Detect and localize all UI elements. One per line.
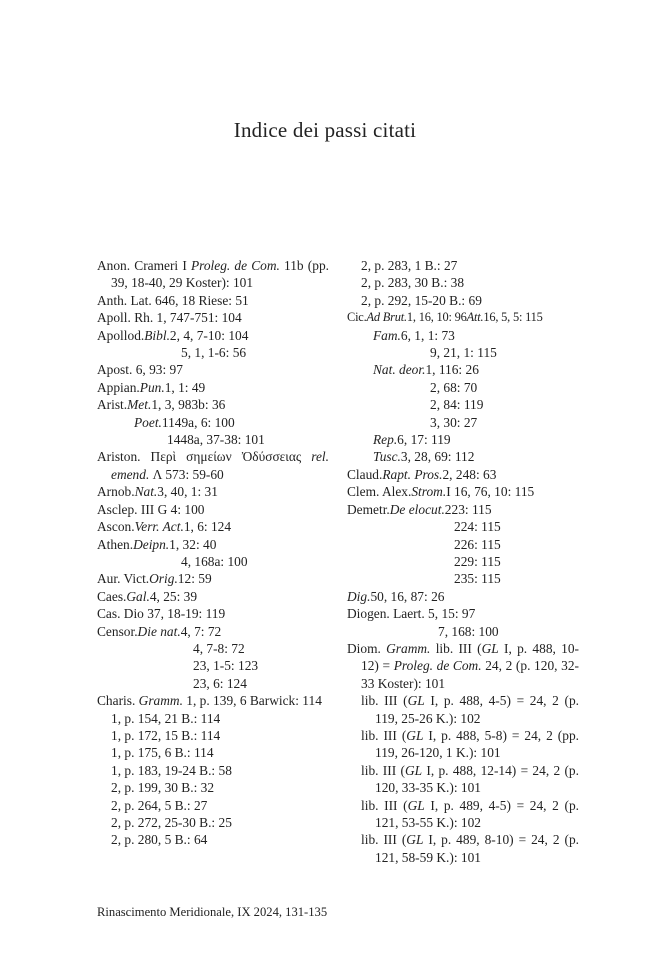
index-subentry: 1, p. 183, 19-24 B.: 58 [111,762,232,778]
index-entry-diom [347,640,579,692]
index-subentry: 3, 30: 27 [430,414,478,430]
entry-text: 3, 40, 1: 31 [157,484,218,500]
index-subentry: 4, 168a: 100 [181,553,248,569]
entry-text: 12: 59 [177,571,212,587]
entry-work: Tusc. [373,449,401,465]
entry-work: Proleg. de Com. [190,258,280,273]
entry-work: GL [406,832,424,848]
index-subentry [361,727,579,762]
index-entry-anon [97,257,329,292]
entry-work: De elocut. [389,501,445,517]
entry-text: I, p. 488, 12-14) = 24, 2 (p. 120, 33-35 K.): 101 [375,762,579,796]
entry-work: Deipn. [133,536,170,552]
index-entry-ascon [97,518,329,535]
entry-text: Appian. [97,379,140,395]
running-footer: Rinascimento Meridionale, IX 2024, 131-135 [97,905,328,919]
entry-text: 3, 28, 69: 112 [400,449,475,465]
entry-work: rel. emend. [111,449,329,482]
entry-text: 4, 25: 39 [149,588,198,604]
entry-text: 1, 1: 49 [164,379,206,395]
entry-text: 2, 4, 7-10: 104 [169,327,249,343]
entry-text: 2, 248: 63 [442,466,497,482]
index-entry-cic [347,309,579,326]
entry-text: 1149a, 6: 100 [161,414,235,430]
entry-work: Fam. [373,327,401,343]
index-subentry: 7, 168: 100 [438,623,499,639]
index-subentry: 2, p. 199, 30 B.: 32 [111,780,215,796]
entry-text: 6, 17: 119 [397,432,451,448]
entry-text: lib. III ( [361,762,405,778]
entry-text: 223: 115 [444,501,492,517]
entry-work: Verr. Act. [134,519,184,535]
index-entry-apoll: Apoll. Rh. 1, 747-751: 104 [97,310,242,326]
index-entry-claud [347,466,579,483]
entry-text: Ascon. [97,519,135,535]
entry-text: Diom. [347,640,387,656]
entry-text: Ariston. Περὶ σημείων Ὀδύσσειας [97,449,312,465]
entry-work: GL [406,727,424,743]
entry-text: I, p. 489, 4-5) = 24, 2 (p. 121, 53-55 K.): 102 [375,797,579,830]
entry-text: Claud. [347,466,383,482]
entry-text: I 16, 76, 10: 115 [446,484,535,500]
index-subentry: 4, 7-8: 72 [193,640,245,656]
entry-text: Λ 573: 59-60 [149,466,224,482]
entry-text: Cic. [347,310,367,325]
index-entry-charis [97,692,329,709]
entry-text: lib. III ( [361,797,408,813]
index-subentry: 2, p. 283, 1 B.: 27 [361,258,458,273]
index-entry-arnob [97,483,329,500]
index-subentry: 2, 68: 70 [430,379,478,395]
entry-text: 1, 32: 40 [169,536,217,552]
index-subentry: 2, p. 264, 5 B.: 27 [111,797,208,813]
entry-work: Rep. [373,432,398,448]
index-subentry [347,361,579,378]
index-entry-demetr [347,501,579,518]
index-subentry: 229: 115 [454,553,501,569]
index-entry-anth: Anth. Lat. 646, 18 Riese: 51 [97,292,249,308]
entry-text: Demetr. [347,501,390,517]
entry-work: Gramm. [138,693,183,709]
entry-text: 4, 7: 72 [180,623,222,639]
index-subentry: 2, p. 292, 15-20 B.: 69 [361,292,482,308]
entry-work: Proleg. de Com. [393,658,482,674]
entry-work: Orig. [149,571,178,587]
entry-text: lib. III ( [361,693,408,709]
entry-text: Apollod. [97,327,145,343]
entry-text: Aur. Vict. [97,571,150,587]
index-entry-athen [97,536,329,553]
index-entry-ariston [97,448,329,483]
entry-text: I, p. 488, 10-12) = [361,640,579,674]
index-subentry: 1, p. 154, 21 B.: 114 [111,710,221,726]
entry-text: 1, 3, 983b: 36 [151,397,226,413]
entry-text: 24, 2 (p. 120, 32-33 Koster): 101 [361,658,579,691]
entry-text: 16, 5, 5: 115 [483,310,543,325]
entry-text: Clem. Alex. [347,484,412,500]
entry-work: Pun. [139,379,165,395]
entry-text: Arnob. [97,484,135,500]
entry-text: lib. III ( [361,832,407,848]
index-subentry: 23, 1-5: 123 [193,658,259,674]
index-entry-casdio: Cas. Dio 37, 18-19: 119 [97,606,226,622]
entry-work: Poet. [134,414,162,430]
entry-work: Gal. [126,588,150,604]
entry-work: Dig. [347,588,371,604]
index-subentry [361,692,579,727]
entry-work: Ad Brut. [366,310,407,325]
index-subentry: 23, 6: 124 [193,675,247,691]
entry-text: 1, p. 139, 6 Barwick: 114 [182,693,322,709]
entry-text: 50, 16, 87: 26 [370,588,445,604]
index-subentry: 1, p. 172, 15 B.: 114 [111,727,221,743]
index-subentry [97,414,329,431]
entry-work: Met. [127,397,152,413]
page-title: Indice dei passi citati [233,118,417,142]
index-subentry: 2, p. 280, 5 B.: 64 [111,832,208,848]
entry-text: 1, 6: 124 [183,519,232,535]
entry-text: 6, 1, 1: 73 [400,327,455,343]
entry-text: I, p. 489, 8-10) = 24, 2 (p. 121, 58-59 K.): 101 [375,832,579,865]
index-entry-asclep: Asclep. III G 4: 100 [97,501,205,517]
index-entry-diogen: Diogen. Laert. 5, 15: 97 [347,606,476,622]
index-entry-apost: Apost. 6, 93: 97 [97,362,183,378]
entry-text: Athen. [97,536,134,552]
index-subentry: 235: 115 [454,571,501,587]
entry-work: Rapt. Pros. [382,466,443,482]
index-entry-aurvict [97,570,329,587]
index-subentry [361,831,579,866]
entry-text: 1, 16, 10: 96 [406,310,467,325]
index-subentry: 224: 115 [454,519,501,535]
entry-work: GL [481,640,499,656]
entry-text: 11b (pp. 39, 18-40, 29 Koster): 101 [111,258,329,291]
index-subentry: 2, 84: 119 [430,397,484,413]
index-subentry: 226: 115 [454,536,501,552]
index-subentry [347,431,579,448]
entry-work: GL [407,693,425,709]
index-subentry [347,448,579,465]
entry-work: Nat. deor. [373,362,426,378]
index-subentry [361,762,579,797]
index-entry-dig [347,588,579,605]
entry-text: Caes. [97,588,127,604]
index-column-left [97,257,329,849]
entry-text: Censor. [97,623,138,639]
entry-text: Anon. Crameri I [97,258,191,273]
entry-text: I, p. 488, 4-5) = 24, 2 (p. 119, 25-26 K.): 102 [375,693,579,726]
index-entry-clem [347,483,579,500]
entry-work: Bibl. [144,327,170,343]
index-subentry: 2, p. 283, 30 B.: 38 [361,275,465,291]
entry-work: GL [404,762,423,778]
entry-work: Nat. [134,484,158,500]
entry-work: GL [407,797,425,813]
index-entry-appian [97,379,329,396]
entry-work: Die nat. [137,623,181,639]
index-column-right [347,257,579,866]
index-entry-apollod [97,327,329,344]
entry-work: Att. [466,310,484,325]
entry-text: lib. III ( [430,640,482,656]
index-subentry [347,327,579,344]
index-entry-arist [97,396,329,413]
entry-text: 1, 116: 26 [425,362,479,378]
index-subentry [361,797,579,832]
index-entry-caes [97,588,329,605]
index-subentry: 1448a, 37-38: 101 [167,432,265,448]
entry-work: Gramm. [386,640,431,656]
entry-text: Charis. [97,693,139,709]
index-subentry: 2, p. 272, 25-30 B.: 25 [111,815,232,830]
index-entry-censor [97,623,329,640]
index-subentry: 5, 1, 1-6: 56 [181,345,247,361]
index-subentry: 9, 21, 1: 115 [430,345,497,361]
entry-text: I, p. 488, 5-8) = 24, 2 (pp. 119, 26-120, 1 K.): 101 [375,727,579,761]
index-subentry: 1, p. 175, 6 B.: 114 [111,745,214,761]
entry-text: lib. III ( [361,727,407,743]
entry-text: Arist. [97,397,128,413]
entry-work: Strom. [411,484,447,500]
